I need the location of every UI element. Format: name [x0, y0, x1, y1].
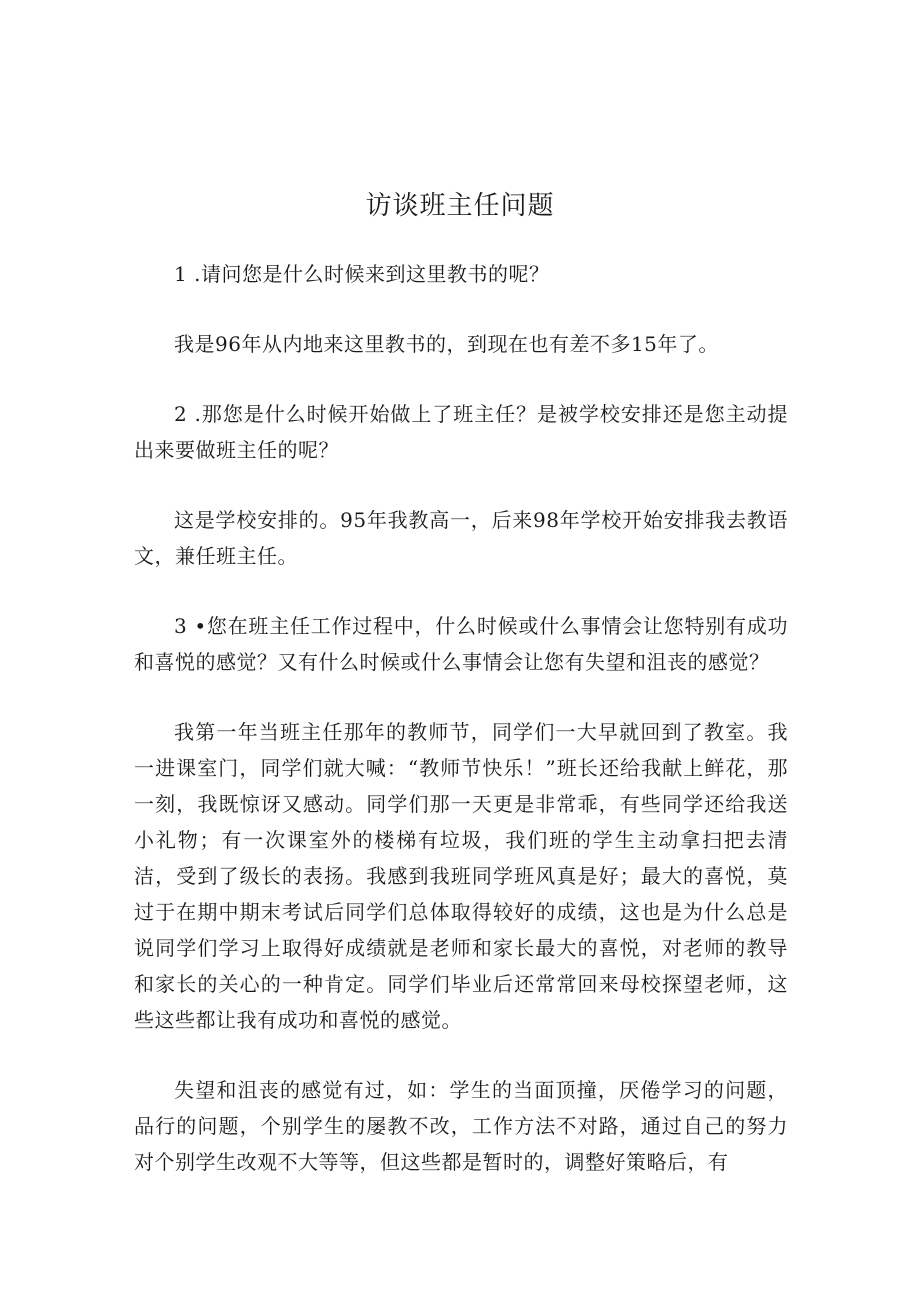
question-3: 3 •您在班主任工作过程中，什么时候或什么事情会让您特别有成功和喜悦的感觉？又有什么时候或什么事情会让您有失望和沮丧的感觉？ [134, 614, 788, 674]
document-body [134, 256, 788, 1180]
answer-3-disappointment: 失望和沮丧的感觉有过，如：学生的当面顶撞，厌倦学习的问题，品行的问题，个别学生的屡教不改，工作方法不对路，通过自己的努力对个别学生改观不大等等，但这些都是暂时的，调整好策略后，有 [134, 1078, 788, 1174]
question-1: 1 .请问您是什么时候来到这里教书的呢？ [174, 262, 550, 286]
document-title: 访谈班主任问题 [365, 191, 555, 221]
answer-1: 我是96年从内地来这里教书的，到现在也有差不多15年了。 [174, 332, 719, 356]
question-2: 2 .那您是什么时候开始做上了班主任？是被学校安排还是您主动提出来要做班主任的呢？ [134, 402, 788, 462]
answer-2: 这是学校安排的。95年我教高一，后来98年学校开始安排我去教语文，兼任班主任。 [134, 508, 788, 568]
answer-3-success: 我第一年当班主任那年的教师节，同学们一大早就回到了教室。我一进课室门，同学们就大喊：“教师节快乐！”班长还给我献上鲜花，那一刻，我既惊讶又感动。同学们那一天更是非常乖，有些同学还给我送小礼物；有一次课室外的楼梯有垃圾，我们班的学生主动拿扫把去清洁，受到了级长的表扬。我感到我班同学班风真是好；最大的喜悦，莫过于在期中期末考试后同学们总体取得较好的成绩，这也是为什么总是说同学们学习上取得好成绩就是老师和家长最大的喜悦，对老师的教导和家长的关心的一种肯定。同学们毕业后还常常回来母校探望老师，这些这些都让我有成功和喜悦的感觉。 [134, 720, 788, 1032]
